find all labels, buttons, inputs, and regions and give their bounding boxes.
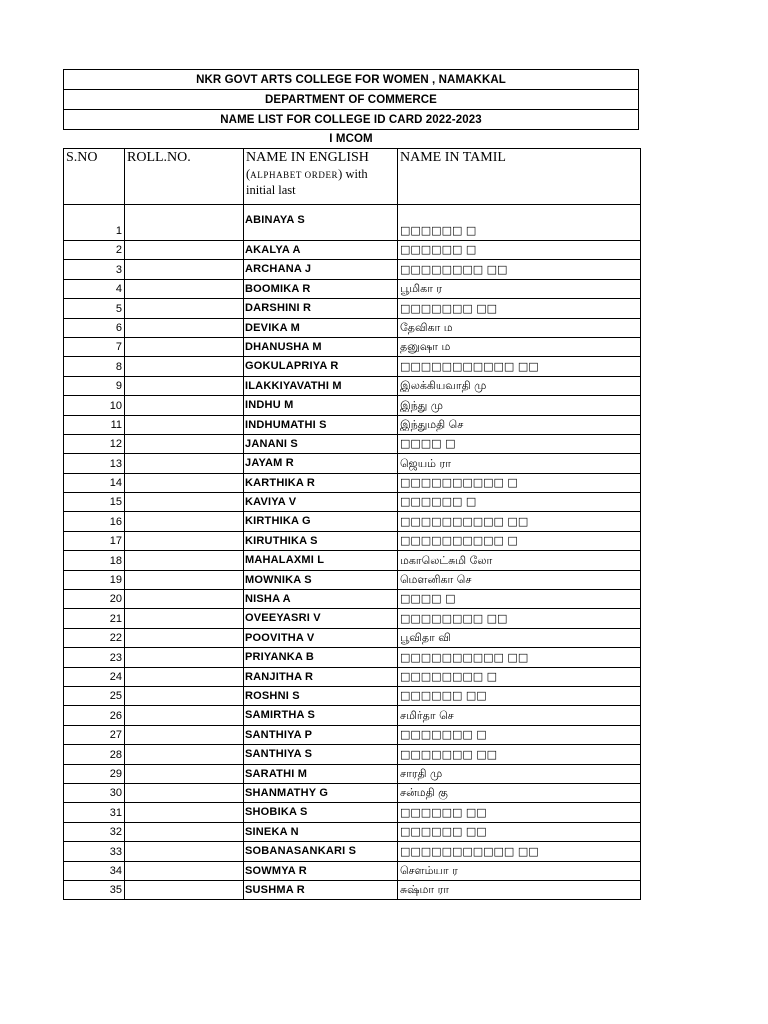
name-tamil-cell: □□□□□□ □ [398,493,641,512]
sno-cell: 22 [64,628,125,647]
sno-cell: 8 [64,357,125,376]
name-tamil-cell: தனுஷா ம [398,337,641,356]
table-row [64,299,641,318]
sno-cell: 34 [64,861,125,880]
name-english-cell: ABINAYA S [244,205,398,241]
sno-cell: 23 [64,648,125,667]
sno-cell: 10 [64,396,125,415]
name-tamil-cell: □□□□□□□ □□ [398,299,641,318]
name-english-cell: DEVIKA M [244,318,398,337]
name-english-cell: NISHA A [244,590,398,609]
table-row [64,628,641,647]
name-english-sublabel [246,167,395,198]
name-tamil-cell: □□□□□□ □ [398,241,641,260]
roll-cell [125,337,244,356]
roll-cell [125,609,244,628]
sno-cell: 12 [64,434,125,453]
name-tamil-cell: □□□□□□□□ □□ [398,260,641,279]
name-tamil-cell: சுஷ்மா ரா [398,880,641,899]
sno-cell: 9 [64,376,125,395]
sno-cell: 20 [64,590,125,609]
roll-cell [125,473,244,492]
name-english-cell: SOBANASANKARI S [244,842,398,861]
name-tamil-cell: □□□□□□□□□□ □ [398,473,641,492]
name-english-cell: JANANI S [244,434,398,453]
sno-cell: 13 [64,454,125,473]
name-tamil-cell: இந்து மு [398,396,641,415]
roll-cell [125,299,244,318]
sno-cell: 32 [64,822,125,841]
sno-cell: 7 [64,337,125,356]
name-english-cell: AKALYA A [244,241,398,260]
table-row [64,205,641,241]
name-english-cell: KARTHIKA R [244,473,398,492]
roll-cell [125,551,244,570]
college-title: NKR GOVT ARTS COLLEGE FOR WOMEN , NAMAKKAL [63,69,639,90]
roll-cell [125,396,244,415]
name-tamil-cell: □□□□□□□□□□ □□ [398,648,641,667]
name-tamil-cell: □□□□□□□□□□□ □□ [398,842,641,861]
roll-cell [125,725,244,744]
sub-alphabet-order: ALPHABET ORDER [250,170,339,180]
roll-cell [125,454,244,473]
sno-cell: 30 [64,783,125,802]
sno-cell: 11 [64,415,125,434]
table-row [64,648,641,667]
table-row [64,764,641,783]
table-row [64,880,641,899]
sno-cell: 27 [64,725,125,744]
table-row [64,570,641,589]
name-english-cell: DHANUSHA M [244,337,398,356]
name-tamil-cell: □□□□□□□ □□ [398,745,641,764]
name-english-cell: PRIYANKA B [244,648,398,667]
roll-cell [125,531,244,550]
table-row [64,260,641,279]
table-row [64,376,641,395]
table-row [64,783,641,802]
table-row [64,357,641,376]
table-row [64,279,641,298]
name-english-cell: ARCHANA J [244,260,398,279]
roll-header: ROLL.NO. [125,149,244,205]
name-list-sheet [63,69,639,900]
sno-cell: 16 [64,512,125,531]
table-row [64,706,641,725]
sno-cell: 35 [64,880,125,899]
roll-cell [125,570,244,589]
roll-cell [125,493,244,512]
roll-cell [125,279,244,298]
name-english-cell: JAYAM R [244,454,398,473]
name-tamil-cell: சன்மதி கு [398,783,641,802]
name-english-cell: ILAKKIYAVATHI M [244,376,398,395]
roll-cell [125,861,244,880]
name-tamil-cell: பூவிதா வி [398,628,641,647]
name-tamil-cell: □□□□□□ □□ [398,686,641,705]
table-row [64,434,641,453]
table-row [64,454,641,473]
roll-cell [125,648,244,667]
roll-cell [125,260,244,279]
roll-cell [125,434,244,453]
roll-cell [125,628,244,647]
name-english-cell: BOOMIKA R [244,279,398,298]
sub-close: ) with initial last [246,167,368,197]
sno-cell: 24 [64,667,125,686]
name-english-cell: SHOBIKA S [244,803,398,822]
roll-cell [125,357,244,376]
table-row [64,745,641,764]
name-tamil-cell: ஜெயம் ரா [398,454,641,473]
roll-cell [125,745,244,764]
table-row [64,493,641,512]
name-english-cell: SANTHIYA S [244,745,398,764]
name-tamil-cell: □□□□ □ [398,434,641,453]
sno-cell: 2 [64,241,125,260]
department-title: DEPARTMENT OF COMMERCE [63,90,639,110]
table-row [64,590,641,609]
table-row [64,337,641,356]
name-english-header [244,149,398,205]
student-table [63,148,641,900]
sno-header: S.NO [64,149,125,205]
sno-cell: 21 [64,609,125,628]
roll-cell [125,706,244,725]
table-row [64,803,641,822]
roll-cell [125,783,244,802]
name-tamil-cell: சாரதி மு [398,764,641,783]
table-header-row [64,149,641,205]
roll-cell [125,803,244,822]
name-english-cell: KIRTHIKA G [244,512,398,531]
roll-cell [125,880,244,899]
table-row [64,473,641,492]
name-english-cell: INDHU M [244,396,398,415]
name-tamil-cell: □□□□□□□ □ [398,725,641,744]
name-tamil-cell: பூமிகா ர [398,279,641,298]
name-english-cell: GOKULAPRIYA R [244,357,398,376]
table-row [64,531,641,550]
roll-cell [125,376,244,395]
name-tamil-cell: □□□□□□□□□□ □□ [398,512,641,531]
name-tamil-cell: □□□□□□□□ □□ [398,609,641,628]
name-english-cell: INDHUMATHI S [244,415,398,434]
name-tamil-cell: சமிர்தா செ [398,706,641,725]
sno-cell: 17 [64,531,125,550]
name-tamil-cell: □□□□□□ □□ [398,822,641,841]
roll-cell [125,842,244,861]
roll-cell [125,822,244,841]
roll-cell [125,686,244,705]
table-row [64,842,641,861]
table-row [64,667,641,686]
roll-cell [125,205,244,241]
roll-cell [125,512,244,531]
name-english-cell: KAVIYA V [244,493,398,512]
name-tamil-cell: இலக்கியவாதி மு [398,376,641,395]
name-english-cell: MOWNIKA S [244,570,398,589]
table-row [64,318,641,337]
table-row [64,241,641,260]
name-english-cell: OVEEYASRI V [244,609,398,628]
name-tamil-cell: □□□□ □ [398,590,641,609]
name-english-cell: SAMIRTHA S [244,706,398,725]
roll-cell [125,590,244,609]
table-body [64,205,641,900]
name-english-cell: MAHALAXMI L [244,551,398,570]
class-title: I MCOM [329,133,373,145]
table-row [64,686,641,705]
name-english-cell: SHANMATHY G [244,783,398,802]
name-tamil-cell: □□□□□□□□□□□ □□ [398,357,641,376]
name-english-cell: KIRUTHIKA S [244,531,398,550]
sno-cell: 33 [64,842,125,861]
name-english-cell: SARATHI M [244,764,398,783]
list-title: NAME LIST FOR COLLEGE ID CARD 2022-2023 [63,110,639,130]
table-row [64,551,641,570]
sno-cell: 3 [64,260,125,279]
sno-cell: 31 [64,803,125,822]
name-english-cell: POOVITHA V [244,628,398,647]
name-english-cell: ROSHNI S [244,686,398,705]
name-tamil-cell: சௌம்யா ர [398,861,641,880]
name-english-label: NAME IN ENGLISH [246,150,369,165]
sno-cell: 1 [64,205,125,241]
table-row [64,396,641,415]
roll-cell [125,318,244,337]
table-row [64,512,641,531]
roll-cell [125,667,244,686]
table-row [64,725,641,744]
sno-cell: 19 [64,570,125,589]
sno-cell: 14 [64,473,125,492]
roll-cell [125,764,244,783]
name-english-cell: SOWMYA R [244,861,398,880]
table-row [64,861,641,880]
name-tamil-cell: □□□□□□ □□ [398,803,641,822]
roll-cell [125,415,244,434]
name-tamil-cell: □□□□□□□□□□ □ [398,531,641,550]
sno-cell: 6 [64,318,125,337]
name-tamil-cell: இந்துமதி செ [398,415,641,434]
sub-open: ( [246,167,251,181]
sno-cell: 28 [64,745,125,764]
name-english-cell: RANJITHA R [244,667,398,686]
name-tamil-cell: மௌனிகா செ [398,570,641,589]
name-english-cell: SINEKA N [244,822,398,841]
table-row [64,609,641,628]
name-tamil-cell: □□□□□□ □ [398,205,641,241]
sno-cell: 25 [64,686,125,705]
sno-cell: 18 [64,551,125,570]
name-english-cell: DARSHINI R [244,299,398,318]
table-row [64,822,641,841]
name-english-cell: SANTHIYA P [244,725,398,744]
sno-cell: 4 [64,279,125,298]
name-tamil-header: NAME IN TAMIL [398,149,641,205]
name-tamil-cell: □□□□□□□□ □ [398,667,641,686]
name-english-cell: SUSHMA R [244,880,398,899]
roll-cell [125,241,244,260]
table-row [64,415,641,434]
name-tamil-cell: மகாலெட்சுமி லோ [398,551,641,570]
sno-cell: 15 [64,493,125,512]
sno-cell: 5 [64,299,125,318]
name-tamil-cell: தேவிகா ம [398,318,641,337]
sno-cell: 29 [64,764,125,783]
sno-cell: 26 [64,706,125,725]
